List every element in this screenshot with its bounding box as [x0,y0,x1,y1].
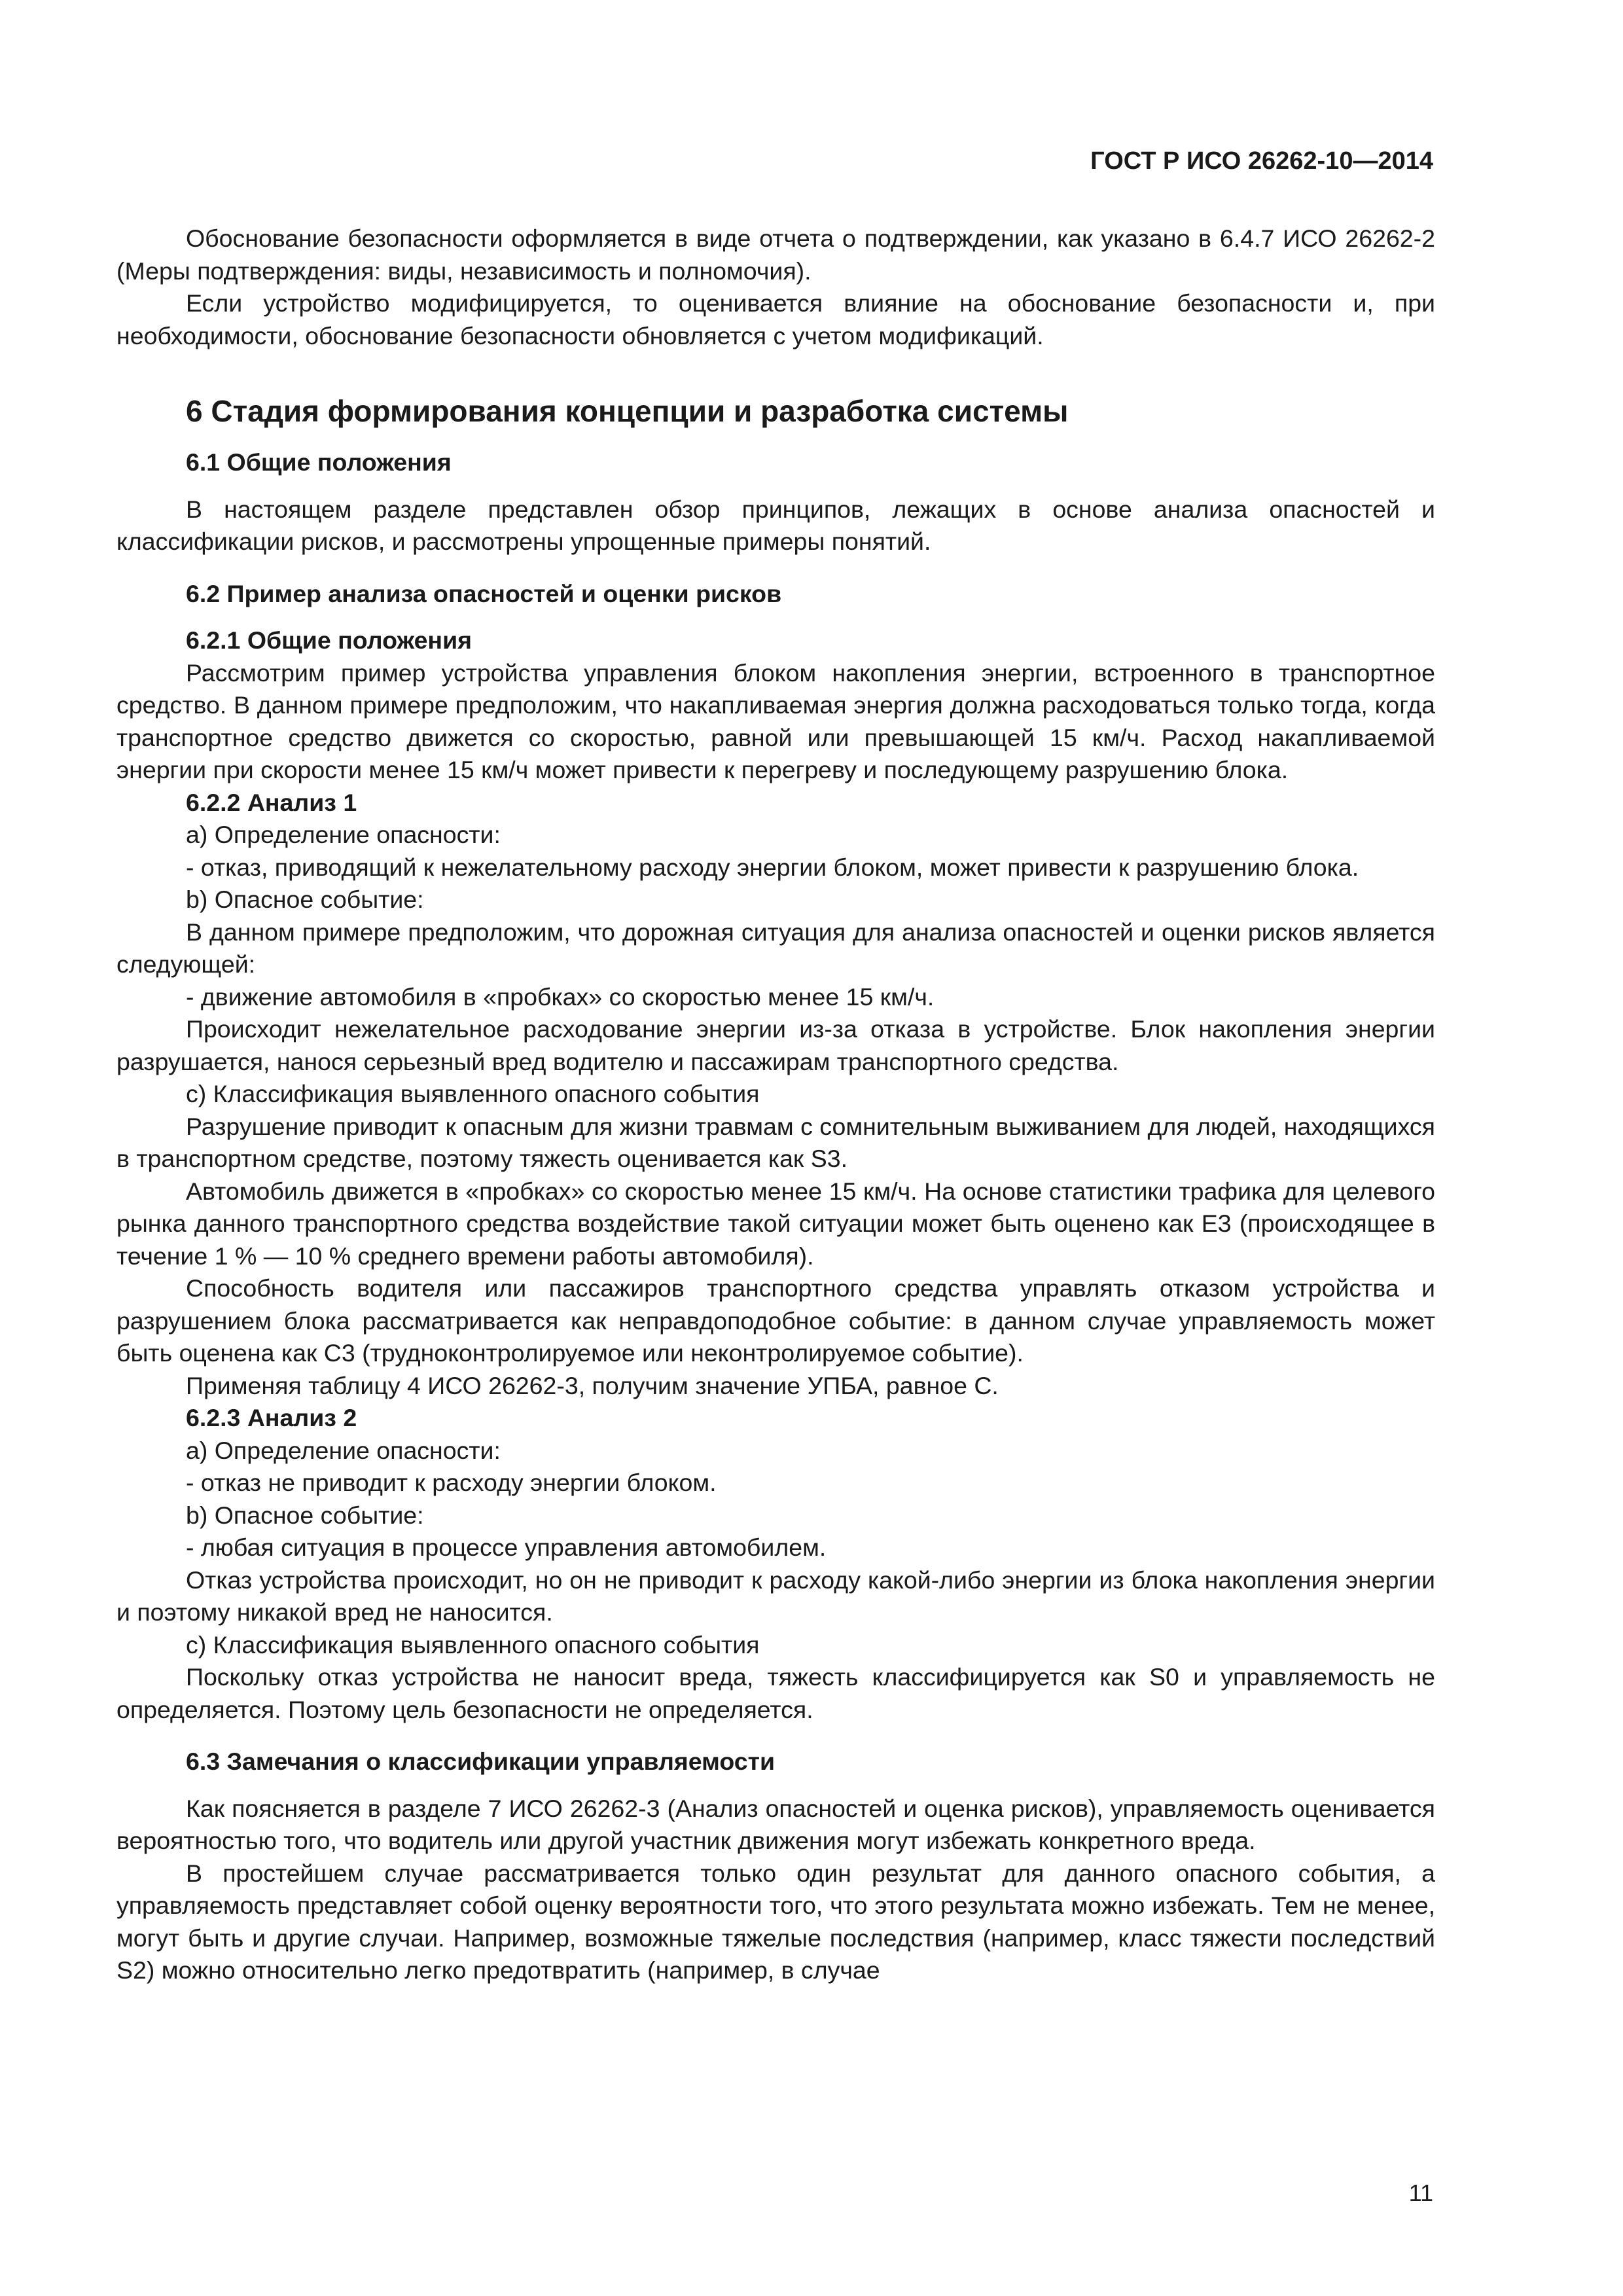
paragraph: Отказ устройства происходит, но он не приводит к расходу какой-либо энергии из блока накопления энергии и поэтому никакой вред не наносится. [116,1566,1435,1626]
paragraph: В простейшем случае рассматривается только один результат для данного опасного события, а управляемость представляет собой оценку вероятности того, что этого результата можно избежать. Тем не менее, могут быть и другие случаи. Например, возможные тяжелые последствия (например, класс тяжести последствий S2) можно относительно легко предотвратить (например, в случае [116,1859,1435,1984]
list-line: с) Классификация выявленного опасного события [186,1630,760,1659]
list-line: b) Опасное событие: [186,1501,424,1529]
paragraph: Способность водителя или пассажиров транспортного средства управлять отказом устройства и разрушением блока рассматривается как неправдоподобное событие: в данном случае управляемость может быть оценена как С3 (трудноконтролируемое или неконтролируемое событие). [116,1274,1435,1367]
paragraph: Рассмотрим пример устройства управления блоком накопления энергии, встроенного в транспортное средство. В данном примере предположим, что накапливаемая энергия должна расходоваться только тогда, когда транспортное средство движется со скоростью, равной или превышающей 15 км/ч. Расход накапливаемой энергии при скорости менее 15 км/ч может привести к перегреву и последующему разрушению блока. [116,658,1435,783]
paragraph: Автомобиль движется в «пробках» со скоростью менее 15 км/ч. На основе статистики трафика для целевого рынка данного транспортного средства воздействие такой ситуации может быть оценено как Е3 (происходящее в течение 1 % — 10 % среднего времени работы автомобиля). [116,1177,1435,1270]
document-id-header: ГОСТ Р ИСО 26262-10—2014 [1090,147,1433,175]
list-line: b) Опасное событие: [186,886,424,913]
subsubsection-heading: 6.2.1 Общие положения [186,626,473,654]
page-number: 11 [1408,2179,1433,2206]
paragraph: Если устройство модифицируется, то оценивается влияние на обоснование безопасности и, при необходимости, обоснование безопасности обновляется с учетом модификаций. [116,289,1435,350]
paragraph: В данном примере предположим, что дорожная ситуация для анализа опасностей и оценки рисков является следующей: [116,918,1435,978]
paragraph: Обоснование безопасности оформляется в виде отчета о подтверждении, как указано в 6.4.7 ИСО 26262-2 (Меры подтверждения: виды, независимость и полномочия). [116,224,1435,285]
list-line: а) Определение опасности: [186,821,501,848]
paragraph: Разрушение приводит к опасным для жизни травмам с сомнительным выживанием для людей, находящихся в транспортном средстве, поэтому тяжесть оценивается как S3. [116,1112,1435,1172]
paragraph: Происходит нежелательное расходование энергии из-за отказа в устройстве. Блок накопления энергии разрушается, нанося серьезный вред водителю и пассажирам транспортного средства. [116,1015,1435,1075]
subsubsection-heading: 6.2.3 Анализ 2 [186,1404,357,1431]
list-line: - любая ситуация в процессе управления автомобилем. [186,1534,827,1561]
subsection-heading: 6.1 Общие положения [186,448,452,476]
paragraph: Как поясняется в разделе 7 ИСО 26262-3 (Анализ опасностей и оценка рисков), управляемость оценивается вероятностью того, что водитель или другой участник движения могут избежать конкретного вреда. [116,1794,1435,1854]
paragraph: В настоящем разделе представлен обзор принципов, лежащих в основе анализа опасностей и классификации рисков, и рассмотрены упрощенные примеры понятий. [116,495,1435,555]
subsection-heading: 6.2 Пример анализа опасностей и оценки рисков [186,579,782,607]
list-line: с) Классификация выявленного опасного события [186,1080,760,1107]
subsubsection-heading: 6.2.2 Анализ 1 [186,788,357,816]
page-content [116,223,1435,1987]
paragraph: Применяя таблицу 4 ИСО 26262-3, получим значение УПБА, равное С. [186,1371,999,1399]
list-line: - движение автомобиля в «пробках» со скоростью менее 15 км/ч. [186,982,935,1011]
section-heading: 6 Стадия формирования концепции и разработка системы [186,394,1069,428]
subsection-heading: 6.3 Замечания о классификации управляемости [186,1748,776,1775]
paragraph: Поскольку отказ устройства не наносит вреда, тяжесть классифицируется как S0 и управляемость не определяется. Поэтому цель безопасности не определяется. [116,1663,1435,1723]
list-line: а) Определение опасности: [186,1436,501,1464]
list-line: - отказ не приводит к расходу энергии блоком. [186,1469,717,1496]
list-line: - отказ, приводящий к нежелательному расходу энергии блоком, может привести к разрушению блока. [186,853,1359,881]
